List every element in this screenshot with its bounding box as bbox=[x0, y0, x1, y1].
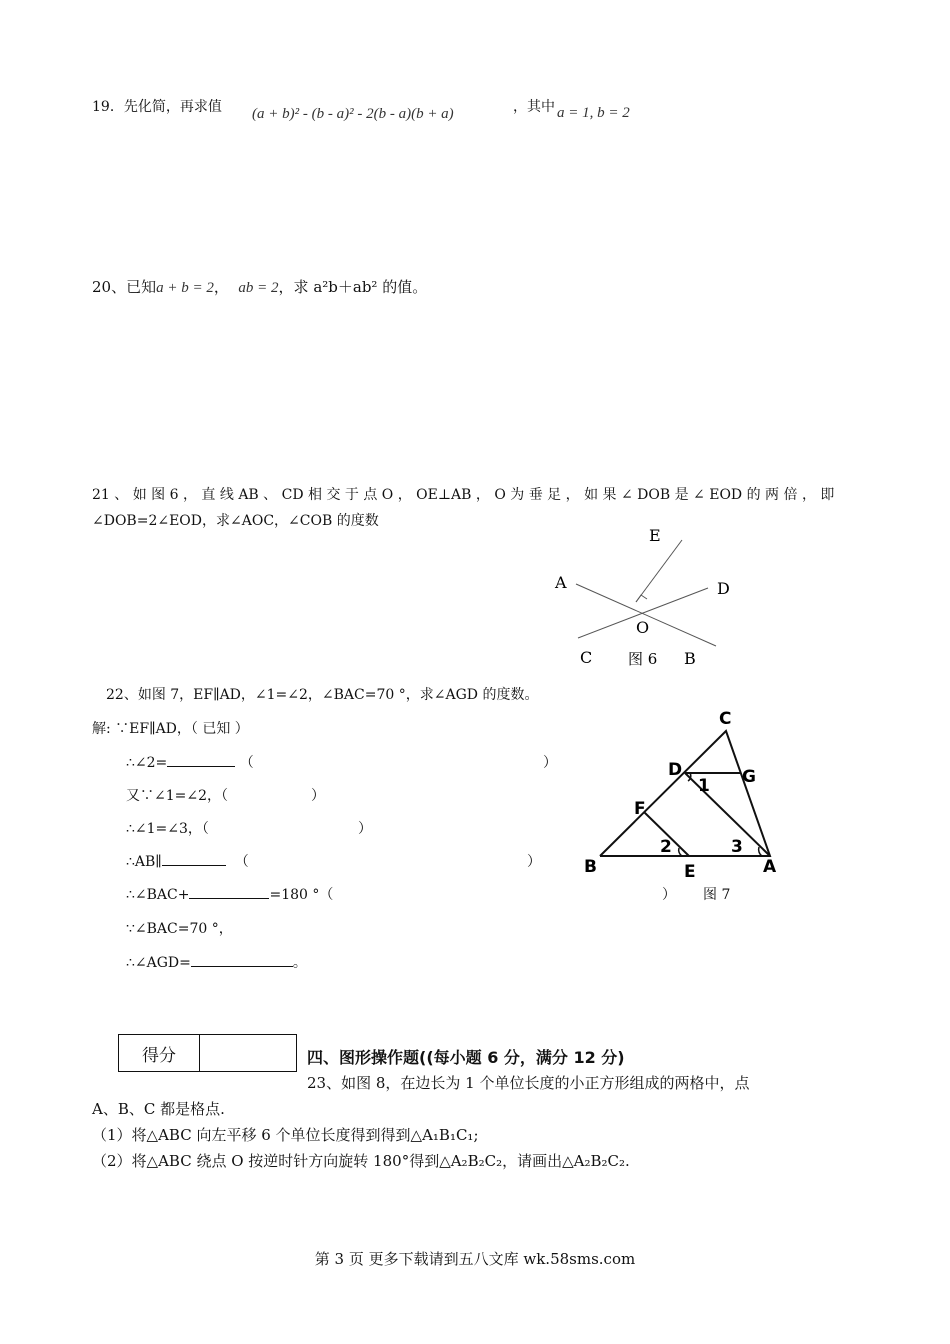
ray-oe bbox=[636, 540, 682, 602]
step-5-close: ） bbox=[527, 854, 541, 870]
q19 bbox=[92, 96, 222, 116]
q20-cond1: a + b = 2 bbox=[156, 280, 214, 296]
figure-7-caption: 图 7 bbox=[703, 887, 731, 903]
figure-6-caption: 图 6 bbox=[628, 650, 658, 668]
score-label: 得分 bbox=[119, 1035, 200, 1072]
label-c: C bbox=[719, 709, 732, 729]
label-g: G bbox=[742, 767, 756, 787]
label-d: D bbox=[717, 579, 730, 598]
q23-line1: 23、如图 8，在边长为 1 个单位长度的小正方形组成的两格中，点 bbox=[307, 1074, 750, 1092]
step-6-close: ） bbox=[662, 887, 676, 903]
step-6-mid: =180 °（ bbox=[269, 887, 334, 903]
label-o: O bbox=[636, 618, 650, 637]
step-5-text: ∴AB∥ bbox=[126, 854, 162, 870]
q22-step-2 bbox=[126, 752, 254, 772]
score-table bbox=[118, 1034, 297, 1072]
label-a: A bbox=[555, 573, 567, 592]
q23-line2: A、B、C 都是格点. bbox=[92, 1100, 225, 1118]
q23-item2: （2）将△ABC 绕点 O 按逆时针方向旋转 180°得到△A₂B₂C₂，请画出△A₂B₂C₂. bbox=[92, 1152, 630, 1170]
step-2-close: ） bbox=[543, 755, 557, 771]
q19-separator: ，其中 bbox=[513, 99, 555, 115]
q21-line1: 21 、 如 图 6 ， 直 线 AB 、 CD 相 交 于 点 O ， OE⊥AB ， O 为 垂 足 ， 如 果 ∠ DOB 是 ∠ EOD 的 两 倍 ， 即 bbox=[92, 487, 835, 503]
q19-text: 先化简，再求值 bbox=[123, 99, 222, 115]
label-c: C bbox=[580, 648, 593, 667]
score-field[interactable] bbox=[200, 1035, 297, 1072]
step-2-open: （ bbox=[239, 755, 254, 771]
q20-number: 20、 bbox=[92, 278, 127, 296]
step-3-close: ） bbox=[311, 788, 325, 804]
step-4-close: ） bbox=[358, 821, 372, 837]
q19-expression: (a + b)² - (b - a)² - 2(b - a)(b + a) bbox=[252, 106, 454, 122]
step-5-open: （ bbox=[234, 854, 249, 870]
label-e: E bbox=[649, 526, 661, 545]
step-2-text: ∴∠2= bbox=[126, 755, 168, 771]
q19-condition: a = 1, b = 2 bbox=[557, 105, 630, 121]
q22-step-6 bbox=[126, 884, 333, 904]
q20-post: ，求 a²b＋ab² 的值。 bbox=[278, 278, 428, 296]
label-1: 1 bbox=[698, 776, 710, 796]
right-angle-mark bbox=[636, 595, 647, 602]
q20-cond2: ab = 2 bbox=[238, 280, 279, 296]
label-3: 3 bbox=[731, 837, 743, 857]
step-8-end: 。 bbox=[292, 955, 307, 971]
step-2-blank bbox=[167, 752, 235, 767]
section4-heading: 四、图形操作题((每小题 6 分，满分 12 分) bbox=[307, 1048, 625, 1067]
page-footer: 第 3 页 更多下载请到五八文库 wk.58sms.com bbox=[314, 1250, 636, 1268]
triangle-abc bbox=[600, 731, 770, 856]
label-2: 2 bbox=[660, 837, 672, 857]
label-e: E bbox=[684, 862, 696, 882]
q20-pre: 已知 bbox=[126, 278, 157, 296]
label-b: B bbox=[584, 857, 597, 877]
q22-step-7: ∵∠BAC=70 °， bbox=[126, 921, 233, 937]
q22-title: 22、如图 7，EF∥AD，∠1=∠2，∠BAC=70 °，求∠AGD 的度数。 bbox=[106, 687, 539, 703]
label-f: F bbox=[634, 799, 646, 819]
q19-number: 19． bbox=[92, 99, 124, 115]
step-6-text: ∴∠BAC+ bbox=[126, 887, 190, 903]
q22-step-1: 解: ∵EF∥AD，（ 已知 ） bbox=[92, 721, 249, 737]
step-5-blank bbox=[162, 851, 226, 866]
q22-step-4: ∴∠1=∠3，（ bbox=[126, 821, 209, 837]
q22-step-5 bbox=[126, 851, 249, 871]
q20 bbox=[92, 276, 427, 297]
q21-line2: ∠DOB=2∠EOD，求∠AOC，∠COB 的度数 bbox=[92, 513, 379, 529]
q22-step-3: 又∵∠1=∠2，（ bbox=[126, 788, 229, 804]
label-a: A bbox=[763, 857, 777, 877]
figure-6 bbox=[540, 520, 780, 670]
step-8-blank bbox=[191, 952, 293, 967]
label-d: D bbox=[668, 760, 683, 780]
step-6-blank bbox=[189, 884, 269, 899]
q22-step-8 bbox=[126, 952, 307, 972]
q20-comma: ， bbox=[213, 278, 229, 296]
step-8-text: ∴∠AGD= bbox=[126, 955, 191, 971]
label-b: B bbox=[684, 649, 696, 668]
figure-7 bbox=[578, 706, 798, 886]
q23-item1: （1）将△ABC 向左平移 6 个单位长度得到得到△A₁B₁C₁; bbox=[92, 1126, 479, 1144]
